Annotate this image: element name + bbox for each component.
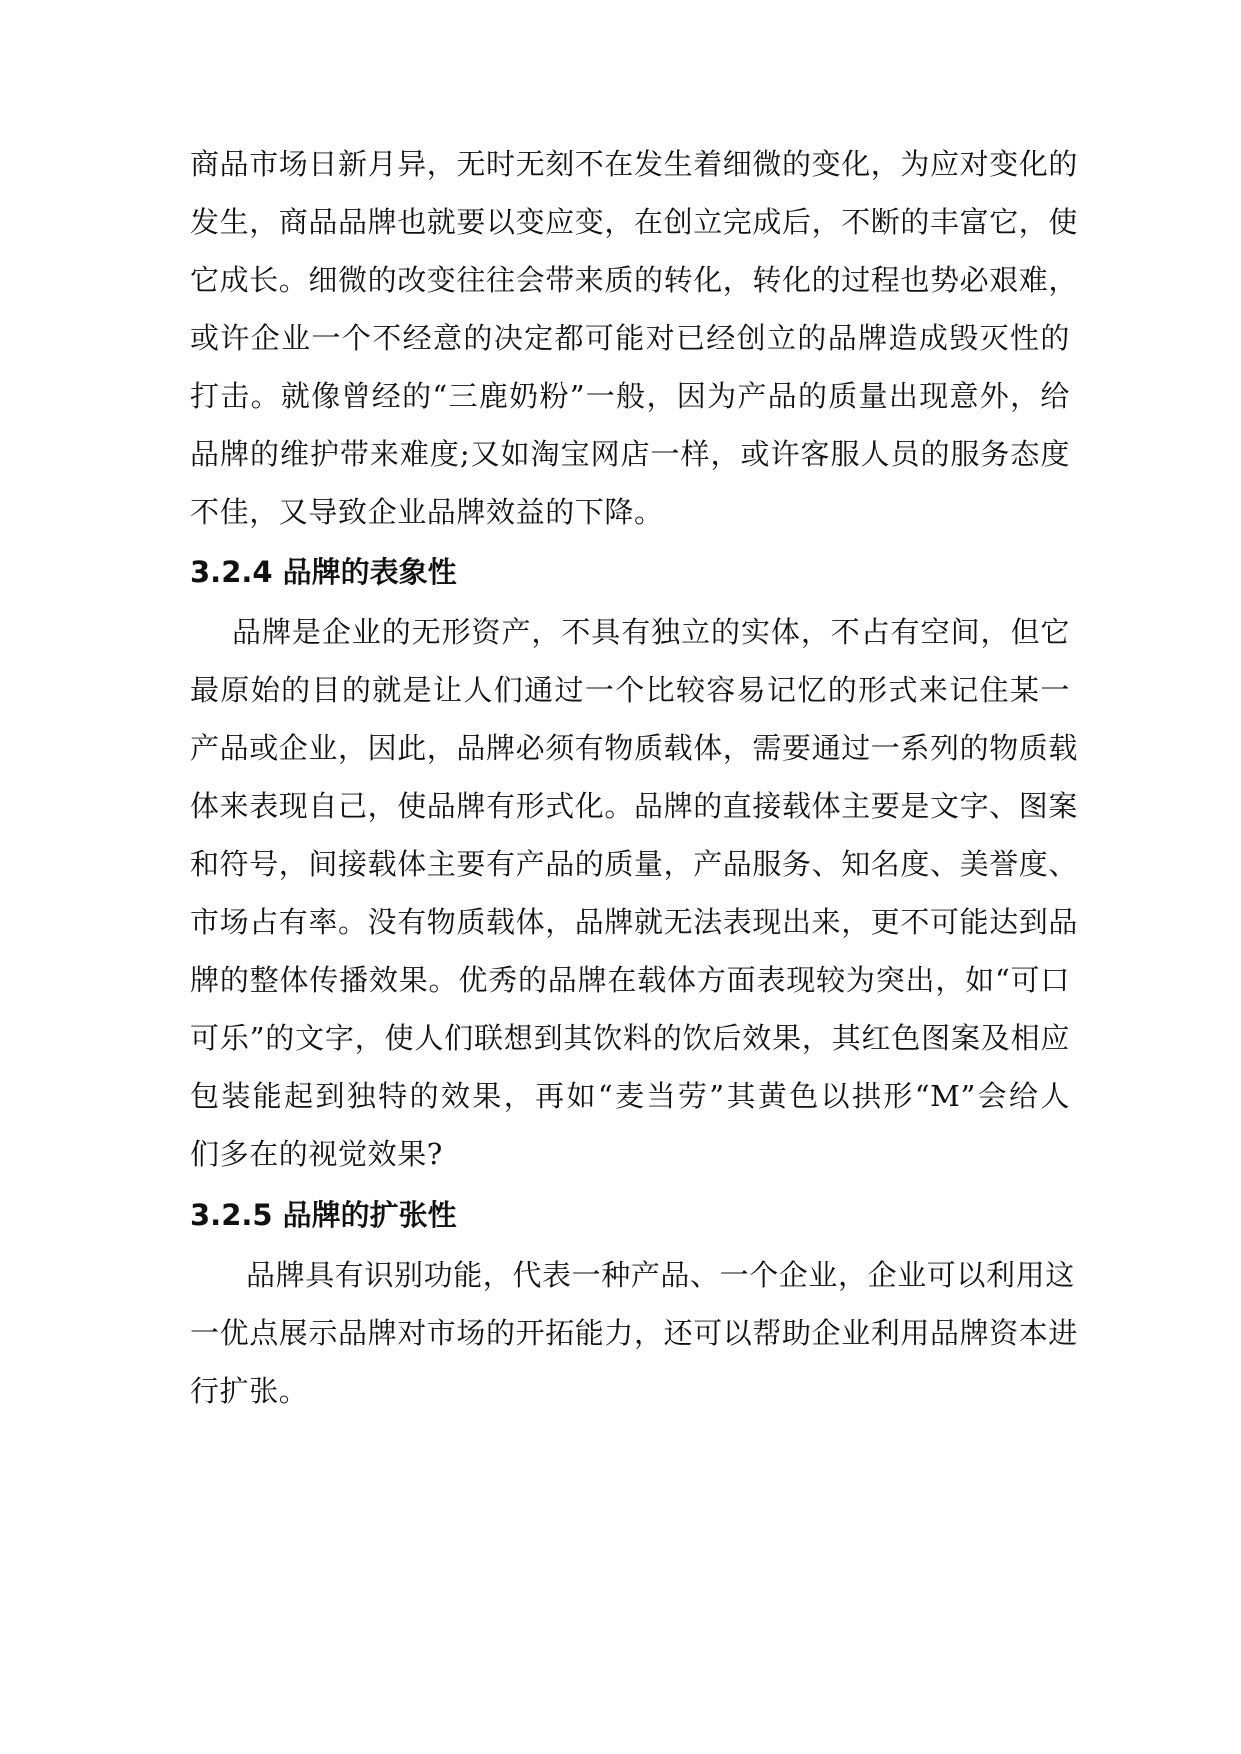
paragraph-line: 打击。就像曾经的“三鹿奶粉”一般，因为产品的质量出现意外，给	[190, 379, 1070, 413]
paragraph-line: 商品市场日新月异，无时无刻不在发生着细微的变化，为应对变化的	[190, 147, 1079, 181]
section-heading: 3.2.4 品牌的表象性	[190, 555, 457, 589]
paragraph-line: 发生，商品品牌也就要以变应变，在创立完成后，不断的丰富它，使	[190, 205, 1079, 239]
paragraph-line: 包装能起到独特的效果，再如“麦当劳”其黄色以拱形“M”会给人	[190, 1079, 1070, 1113]
section-heading: 3.2.5 品牌的扩张性	[190, 1198, 457, 1232]
paragraph-line: 最原始的目的就是让人们通过一个比较容易记忆的形式来记住某一	[190, 673, 1070, 707]
paragraph-line: 行扩张。	[190, 1374, 309, 1408]
paragraph-line: 品牌具有识别功能，代表一种产品、一个企业，企业可以利用这	[246, 1258, 1075, 1292]
paragraph-line: 或许企业一个不经意的决定都可能对已经创立的品牌造成毁灭性的	[190, 321, 1070, 355]
paragraph-line: 牌的整体传播效果。优秀的品牌在载体方面表现较为突出，如“可口	[190, 963, 1070, 997]
paragraph-line: 可乐”的文字，使人们联想到其饮料的饮后效果，其红色图案及相应	[190, 1021, 1070, 1055]
paragraph-line: 产品或企业，因此，品牌必须有物质载体，需要通过一系列的物质载	[190, 731, 1079, 765]
paragraph-line: 们多在的视觉效果?	[190, 1137, 443, 1171]
paragraph-line: 体来表现自己，使品牌有形式化。品牌的直接载体主要是文字、图案	[190, 789, 1079, 823]
paragraph-line: 和符号，间接载体主要有产品的质量，产品服务、知名度、美誉度、	[190, 847, 1079, 881]
paragraph-line: 品牌的维护带来难度;又如淘宝网店一样，或许客服人员的服务态度	[190, 437, 1070, 471]
paragraph-line: 它成长。细微的改变往往会带来质的转化，转化的过程也势必艰难，	[190, 263, 1079, 297]
paragraph-line: 一优点展示品牌对市场的开拓能力，还可以帮助企业利用品牌资本进	[190, 1316, 1079, 1350]
paragraph-line: 不佳，又导致企业品牌效益的下降。	[190, 495, 664, 529]
paragraph-line: 品牌是企业的无形资产，不具有独立的实体，不占有空间，但它	[232, 615, 1070, 649]
paragraph-line: 市场占有率。没有物质载体，品牌就无法表现出来，更不可能达到品	[190, 905, 1079, 939]
